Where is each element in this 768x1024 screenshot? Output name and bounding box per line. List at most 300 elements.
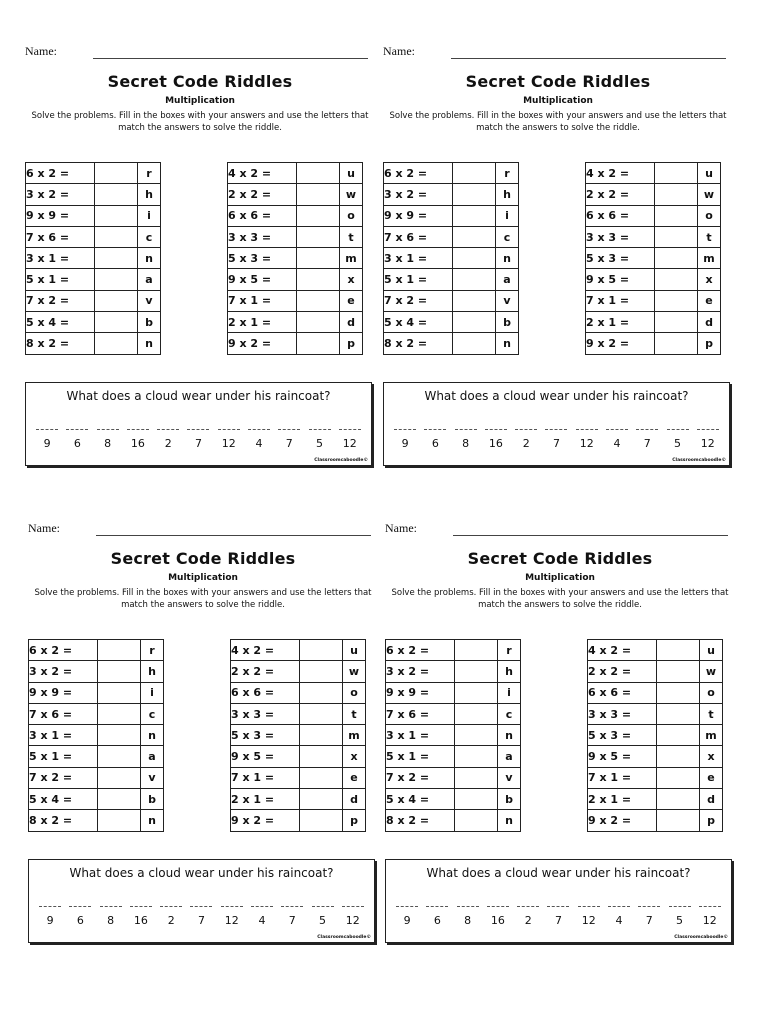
problem-row	[29, 661, 164, 682]
code-number: 2	[524, 914, 532, 927]
problem-text: 5 x 3 =	[586, 248, 655, 269]
code-letter: x	[698, 269, 721, 290]
code-numbers	[26, 437, 371, 450]
answer-box[interactable]	[453, 226, 496, 247]
problem-text: 9 x 5 =	[588, 746, 657, 767]
answer-box[interactable]	[453, 269, 496, 290]
problem-row	[231, 725, 366, 746]
answer-blank[interactable]	[218, 419, 240, 430]
code-number: 5	[319, 914, 327, 927]
riddle-box	[383, 382, 730, 466]
answer-box[interactable]	[98, 767, 141, 788]
code-number: 12	[345, 914, 360, 927]
answer-box[interactable]	[657, 640, 700, 661]
code-numbers	[384, 437, 729, 450]
answer-box[interactable]	[98, 810, 141, 831]
code-number: 6	[433, 914, 441, 927]
answer-box[interactable]	[95, 184, 138, 205]
code-number: 7	[554, 914, 562, 927]
code-letter: x	[340, 269, 363, 290]
name-row	[385, 521, 735, 541]
problem-row	[228, 290, 363, 311]
answer-blank[interactable]	[157, 419, 179, 430]
answer-box[interactable]	[95, 269, 138, 290]
answer-box[interactable]	[300, 746, 343, 767]
answer-box[interactable]	[657, 767, 700, 788]
worksheet-top-right	[383, 44, 733, 476]
answer-box[interactable]	[297, 333, 340, 354]
right-code-table	[585, 162, 721, 355]
answer-box[interactable]	[657, 789, 700, 810]
answer-box[interactable]	[655, 248, 698, 269]
name-label: Name:	[28, 521, 60, 535]
problem-row	[386, 789, 521, 810]
code-letter: d	[700, 789, 723, 810]
problem-row	[386, 767, 521, 788]
code-letter: v	[141, 767, 164, 788]
answer-blank[interactable]	[547, 896, 569, 907]
answer-blank[interactable]	[487, 896, 509, 907]
answer-blank[interactable]	[545, 419, 567, 430]
problem-text: 5 x 3 =	[231, 725, 300, 746]
problem-text: 9 x 5 =	[228, 269, 297, 290]
code-number: 9	[46, 914, 54, 927]
problem-row	[228, 248, 363, 269]
problem-text: 6 x 2 =	[29, 640, 98, 661]
problem-text: 2 x 2 =	[586, 184, 655, 205]
code-letter: o	[698, 205, 721, 226]
problem-text: 4 x 2 =	[228, 163, 297, 184]
problem-row	[384, 163, 519, 184]
problem-text: 7 x 6 =	[26, 226, 95, 247]
answer-box[interactable]	[453, 290, 496, 311]
answer-box[interactable]	[655, 205, 698, 226]
answer-box[interactable]	[98, 661, 141, 682]
code-number: 16	[490, 914, 505, 927]
code-letter: v	[496, 290, 519, 311]
answer-box[interactable]	[98, 640, 141, 661]
answer-box[interactable]	[655, 312, 698, 333]
answer-box[interactable]	[95, 248, 138, 269]
problem-text: 3 x 2 =	[384, 184, 453, 205]
problem-row	[26, 333, 161, 354]
problem-text: 5 x 1 =	[26, 269, 95, 290]
problem-text: 7 x 2 =	[29, 767, 98, 788]
code-letter: n	[496, 248, 519, 269]
code-number: 7	[285, 437, 293, 450]
problem-text: 2 x 2 =	[231, 661, 300, 682]
left-code-table	[383, 162, 519, 355]
problem-text: 2 x 1 =	[231, 789, 300, 810]
code-letter: b	[138, 312, 161, 333]
problem-text: 9 x 5 =	[586, 269, 655, 290]
answer-blank[interactable]	[517, 896, 539, 907]
answer-blank[interactable]	[248, 419, 270, 430]
answer-box[interactable]	[453, 184, 496, 205]
answer-box[interactable]	[453, 333, 496, 354]
answer-box[interactable]	[297, 226, 340, 247]
code-letter: t	[698, 226, 721, 247]
copyright-logo: Classroomcaboodle©	[672, 458, 726, 463]
code-number: 12	[221, 437, 236, 450]
code-number: 7	[288, 914, 296, 927]
answer-box[interactable]	[95, 333, 138, 354]
problem-text: 7 x 6 =	[386, 703, 455, 724]
copyright-logo: Classroomcaboodle©	[314, 458, 368, 463]
problem-text: 3 x 2 =	[26, 184, 95, 205]
code-letter: c	[138, 226, 161, 247]
code-letter: p	[698, 333, 721, 354]
answer-box[interactable]	[98, 725, 141, 746]
answer-blank[interactable]	[669, 896, 691, 907]
left-code-table	[28, 639, 164, 832]
problem-row	[231, 661, 366, 682]
answer-blank[interactable]	[426, 896, 448, 907]
answer-box[interactable]	[655, 290, 698, 311]
problem-row	[26, 205, 161, 226]
right-code-table	[587, 639, 723, 832]
answer-box[interactable]	[95, 290, 138, 311]
answer-box[interactable]	[655, 333, 698, 354]
code-letter: o	[343, 682, 366, 703]
code-letter: i	[498, 682, 521, 703]
problem-row	[231, 810, 366, 831]
problem-text: 3 x 3 =	[586, 226, 655, 247]
answer-blanks	[26, 419, 371, 430]
code-letter: i	[141, 682, 164, 703]
problem-row	[586, 205, 721, 226]
answer-blank[interactable]	[309, 419, 331, 430]
answer-blank[interactable]	[66, 419, 88, 430]
answer-blank[interactable]	[278, 419, 300, 430]
problem-row	[588, 640, 723, 661]
code-letter: n	[138, 248, 161, 269]
problem-row	[386, 725, 521, 746]
code-letter: x	[343, 746, 366, 767]
code-letter: c	[498, 703, 521, 724]
code-letter: v	[138, 290, 161, 311]
problem-text: 5 x 3 =	[228, 248, 297, 269]
answer-blank[interactable]	[221, 896, 243, 907]
problem-text: 9 x 2 =	[586, 333, 655, 354]
answer-box[interactable]	[657, 725, 700, 746]
answer-blank[interactable]	[130, 896, 152, 907]
answer-blank[interactable]	[638, 896, 660, 907]
answer-box[interactable]	[297, 205, 340, 226]
problem-row	[29, 703, 164, 724]
code-letter: h	[496, 184, 519, 205]
code-letter: a	[498, 746, 521, 767]
answer-box[interactable]	[300, 810, 343, 831]
answer-blank[interactable]	[636, 419, 658, 430]
problem-row	[384, 226, 519, 247]
problem-row	[386, 746, 521, 767]
answer-box[interactable]	[297, 163, 340, 184]
problem-text: 8 x 2 =	[29, 810, 98, 831]
copyright-logo: Classroomcaboodle©	[317, 935, 371, 940]
riddle-box	[28, 859, 375, 943]
answer-blank[interactable]	[69, 896, 91, 907]
code-letter: p	[343, 810, 366, 831]
answer-box[interactable]	[453, 205, 496, 226]
answer-blanks	[386, 896, 731, 907]
code-letter: r	[141, 640, 164, 661]
problem-row	[386, 640, 521, 661]
answer-box[interactable]	[98, 746, 141, 767]
problem-text: 6 x 6 =	[588, 682, 657, 703]
problem-row	[384, 205, 519, 226]
answer-box[interactable]	[657, 810, 700, 831]
answer-blank[interactable]	[515, 419, 537, 430]
answer-box[interactable]	[455, 703, 498, 724]
answer-box[interactable]	[300, 640, 343, 661]
answer-box[interactable]	[655, 163, 698, 184]
answer-blank[interactable]	[39, 896, 61, 907]
answer-box[interactable]	[455, 725, 498, 746]
code-number: 12	[342, 437, 357, 450]
right-code-table	[227, 162, 363, 355]
problem-text: 3 x 3 =	[231, 703, 300, 724]
answer-box[interactable]	[98, 789, 141, 810]
code-letter: w	[343, 661, 366, 682]
code-letter: n	[496, 333, 519, 354]
code-letter: c	[496, 226, 519, 247]
answer-box[interactable]	[455, 767, 498, 788]
problem-text: 3 x 3 =	[588, 703, 657, 724]
answer-box[interactable]	[98, 703, 141, 724]
answer-box[interactable]	[657, 682, 700, 703]
answer-box[interactable]	[455, 746, 498, 767]
problem-text: 9 x 9 =	[26, 205, 95, 226]
code-letter: n	[498, 810, 521, 831]
problem-row	[384, 290, 519, 311]
answer-box[interactable]	[297, 269, 340, 290]
code-letter: x	[700, 746, 723, 767]
problem-row	[29, 746, 164, 767]
answer-blank[interactable]	[455, 419, 477, 430]
code-number: 5	[674, 437, 682, 450]
problem-text: 7 x 2 =	[26, 290, 95, 311]
answer-blank[interactable]	[699, 896, 721, 907]
code-letter: c	[141, 703, 164, 724]
code-number: 7	[643, 437, 651, 450]
answer-box[interactable]	[95, 163, 138, 184]
problem-row	[228, 333, 363, 354]
code-number: 8	[462, 437, 470, 450]
riddle-question: What does a cloud wear under his raincoat?	[424, 389, 689, 403]
worksheet-instructions: Solve the problems. Fill in the boxes with your answers and use the letters that match the answers to solve the riddle.	[389, 111, 727, 133]
code-letter: u	[698, 163, 721, 184]
answer-blank[interactable]	[576, 419, 598, 430]
answer-box[interactable]	[297, 290, 340, 311]
answer-box[interactable]	[455, 789, 498, 810]
name-blank-line	[451, 58, 726, 59]
answer-blank[interactable]	[342, 896, 364, 907]
answer-blank[interactable]	[97, 419, 119, 430]
answer-blank[interactable]	[396, 896, 418, 907]
problem-text: 6 x 6 =	[228, 205, 297, 226]
code-letter: e	[700, 767, 723, 788]
answer-blanks	[384, 419, 729, 430]
code-number: 9	[403, 914, 411, 927]
name-row	[28, 521, 378, 541]
code-letter: r	[496, 163, 519, 184]
answer-box[interactable]	[455, 640, 498, 661]
answer-blank[interactable]	[457, 896, 479, 907]
answer-blank[interactable]	[281, 896, 303, 907]
code-letter: n	[141, 725, 164, 746]
answer-box[interactable]	[300, 703, 343, 724]
problem-row	[26, 269, 161, 290]
code-letter: i	[496, 205, 519, 226]
code-letter: o	[340, 205, 363, 226]
answer-box[interactable]	[655, 184, 698, 205]
answer-blank[interactable]	[187, 419, 209, 430]
problem-text: 3 x 3 =	[228, 226, 297, 247]
problem-text: 2 x 1 =	[586, 312, 655, 333]
problem-text: 5 x 1 =	[29, 746, 98, 767]
problem-text: 8 x 2 =	[26, 333, 95, 354]
answer-blank[interactable]	[339, 419, 361, 430]
code-number: 8	[107, 914, 115, 927]
code-letter: m	[343, 725, 366, 746]
problem-row	[586, 226, 721, 247]
answer-box[interactable]	[655, 269, 698, 290]
problem-text: 3 x 2 =	[29, 661, 98, 682]
code-letter: w	[698, 184, 721, 205]
code-number: 4	[258, 914, 266, 927]
answer-blank[interactable]	[160, 896, 182, 907]
answer-box[interactable]	[300, 682, 343, 703]
worksheet-bottom-right	[385, 521, 735, 953]
answer-blank[interactable]	[697, 419, 719, 430]
code-letter: n	[141, 810, 164, 831]
answer-box[interactable]	[300, 767, 343, 788]
problem-text: 4 x 2 =	[586, 163, 655, 184]
code-letter: e	[340, 290, 363, 311]
code-numbers	[386, 914, 731, 927]
name-label: Name:	[383, 44, 415, 58]
problem-text: 9 x 2 =	[231, 810, 300, 831]
answer-blank[interactable]	[127, 419, 149, 430]
code-number: 12	[581, 914, 596, 927]
problem-row	[228, 269, 363, 290]
problem-row	[228, 312, 363, 333]
problem-row	[586, 333, 721, 354]
problem-row	[588, 789, 723, 810]
worksheet-title: Secret Code Riddles	[110, 549, 296, 568]
answer-blank[interactable]	[100, 896, 122, 907]
answer-blank[interactable]	[485, 419, 507, 430]
problem-row	[228, 226, 363, 247]
code-number: 4	[255, 437, 263, 450]
problem-text: 5 x 4 =	[26, 312, 95, 333]
code-letter: h	[498, 661, 521, 682]
code-number: 7	[197, 914, 205, 927]
problem-text: 9 x 2 =	[228, 333, 297, 354]
left-code-table	[25, 162, 161, 355]
code-numbers	[29, 914, 374, 927]
answer-box[interactable]	[455, 661, 498, 682]
answer-box[interactable]	[300, 725, 343, 746]
answer-blank[interactable]	[578, 896, 600, 907]
code-letter: b	[496, 312, 519, 333]
code-letter: m	[700, 725, 723, 746]
answer-box[interactable]	[655, 226, 698, 247]
code-number: 5	[316, 437, 324, 450]
name-blank-line	[96, 535, 371, 536]
code-number: 12	[700, 437, 715, 450]
answer-box[interactable]	[453, 248, 496, 269]
problem-text: 7 x 2 =	[386, 767, 455, 788]
answer-blank[interactable]	[190, 896, 212, 907]
riddle-question: What does a cloud wear under his raincoat?	[66, 389, 331, 403]
problem-row	[29, 640, 164, 661]
problem-text: 9 x 9 =	[29, 682, 98, 703]
answer-blank[interactable]	[394, 419, 416, 430]
answer-blank[interactable]	[312, 896, 334, 907]
problem-row	[26, 290, 161, 311]
problem-text: 2 x 1 =	[228, 312, 297, 333]
problem-text: 4 x 2 =	[588, 640, 657, 661]
answer-blank[interactable]	[667, 419, 689, 430]
problem-row	[26, 312, 161, 333]
name-blank-line	[453, 535, 728, 536]
answer-box[interactable]	[300, 789, 343, 810]
answer-box[interactable]	[657, 661, 700, 682]
code-letter: b	[498, 789, 521, 810]
problem-text: 3 x 1 =	[386, 725, 455, 746]
answer-box[interactable]	[297, 312, 340, 333]
answer-box[interactable]	[297, 248, 340, 269]
problem-text: 6 x 2 =	[386, 640, 455, 661]
answer-box[interactable]	[453, 312, 496, 333]
answer-blank[interactable]	[424, 419, 446, 430]
problem-row	[588, 682, 723, 703]
answer-box[interactable]	[95, 226, 138, 247]
answer-blank[interactable]	[606, 419, 628, 430]
answer-box[interactable]	[455, 810, 498, 831]
answer-box[interactable]	[300, 661, 343, 682]
problem-row	[384, 269, 519, 290]
answer-box[interactable]	[657, 703, 700, 724]
name-row	[25, 44, 375, 64]
code-letter: i	[138, 205, 161, 226]
answer-box[interactable]	[455, 682, 498, 703]
problem-text: 7 x 2 =	[384, 290, 453, 311]
name-row	[383, 44, 733, 64]
answer-box[interactable]	[98, 682, 141, 703]
answer-blank[interactable]	[251, 896, 273, 907]
problem-row	[29, 789, 164, 810]
answer-blank[interactable]	[608, 896, 630, 907]
problem-row	[384, 184, 519, 205]
problem-text: 8 x 2 =	[386, 810, 455, 831]
answer-blank[interactable]	[36, 419, 58, 430]
answer-box[interactable]	[95, 205, 138, 226]
answer-box[interactable]	[453, 163, 496, 184]
problem-text: 6 x 6 =	[586, 205, 655, 226]
answer-box[interactable]	[657, 746, 700, 767]
code-number: 12	[224, 914, 239, 927]
problem-row	[231, 682, 366, 703]
problem-text: 2 x 1 =	[588, 789, 657, 810]
problem-row	[588, 661, 723, 682]
answer-box[interactable]	[95, 312, 138, 333]
problem-row	[231, 789, 366, 810]
answer-box[interactable]	[297, 184, 340, 205]
problem-text: 9 x 2 =	[588, 810, 657, 831]
